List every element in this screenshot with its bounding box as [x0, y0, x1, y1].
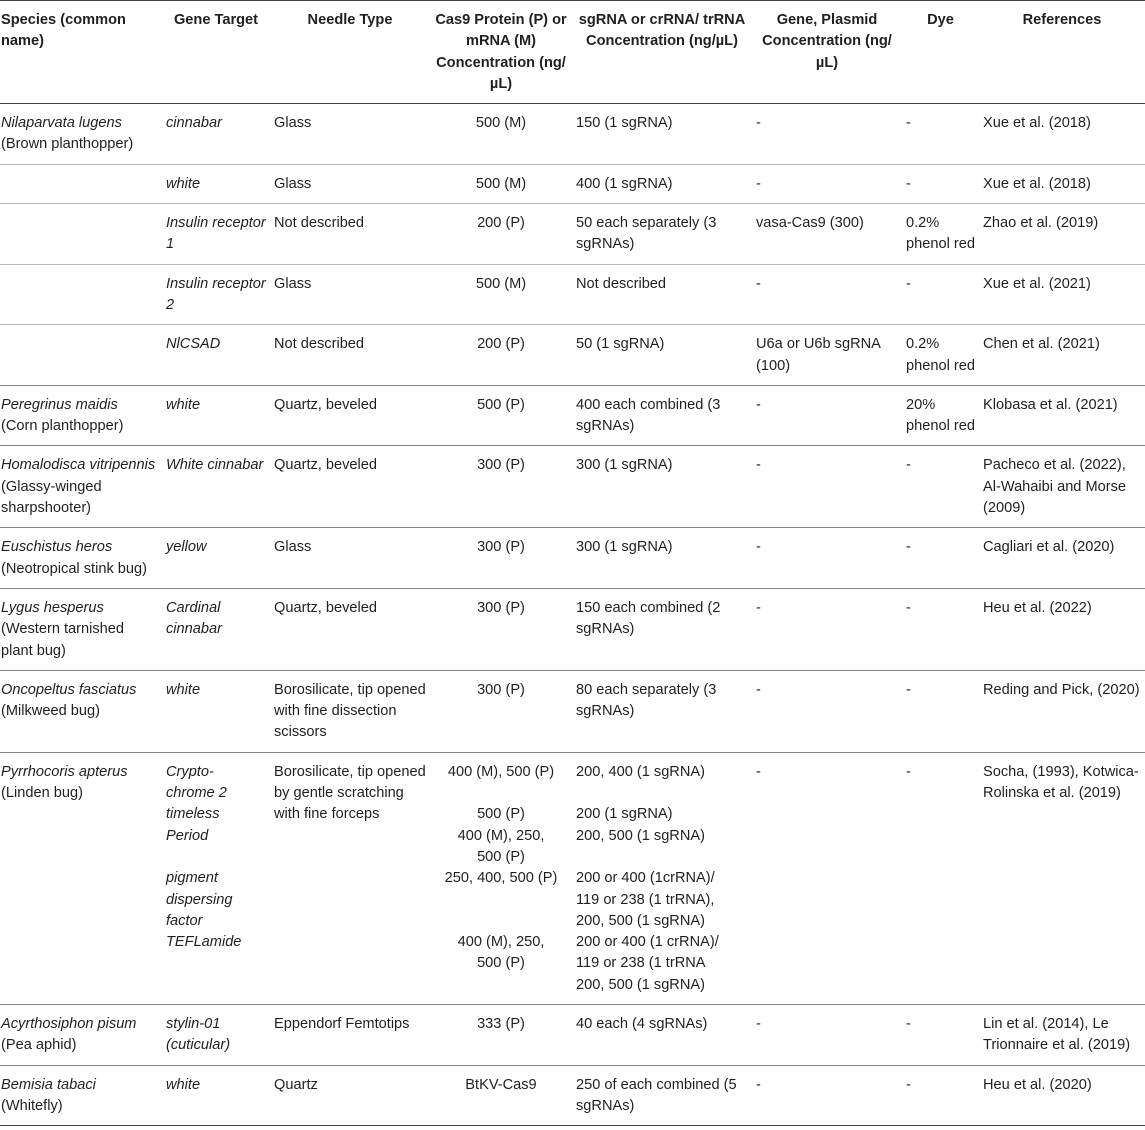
dye-cell: [902, 752, 979, 1004]
sgrna-concentration: Not described: [576, 275, 667, 292]
gene-target-line: Crypto-: [166, 763, 214, 780]
needle-type: Borosilicate, tip opened with fine dissection scissors: [274, 681, 426, 741]
species-cell: [0, 446, 162, 528]
table-row: [0, 1004, 1145, 1065]
references-cell: [979, 528, 1145, 589]
plasmid-cell: [752, 446, 902, 528]
sgrna-line: 119 or 238 (1 trRNA),: [576, 891, 715, 908]
needle-type-cell: [270, 104, 430, 165]
sgrna-line: 200 (1 sgRNA): [576, 806, 673, 823]
sgrna-cell: [572, 104, 752, 165]
species-latin-name: Euschistus heros: [1, 539, 113, 556]
species-common-name: (Western tarnished plant bug): [1, 621, 125, 659]
references-cell: [979, 104, 1145, 165]
plasmid-concentration: -: [756, 1076, 761, 1093]
sgrna-cell: [572, 264, 752, 325]
needle-type-cell: [270, 588, 430, 670]
cas9-cell: [430, 752, 572, 1004]
dye: -: [906, 1076, 911, 1093]
gene-target-cell: [162, 164, 270, 203]
references: Heu et al. (2022): [983, 599, 1092, 616]
plasmid-concentration: -: [756, 763, 761, 780]
needle-type: Not described: [274, 215, 365, 232]
sgrna-concentration: 250 of each combined (5 sgRNAs): [576, 1076, 737, 1114]
cas9-concentration: 200 (P): [477, 215, 525, 232]
needle-type-cell: [270, 325, 430, 386]
dye-cell: [902, 670, 979, 752]
species-cell: [0, 752, 162, 1004]
gene-target-line: factor: [166, 912, 203, 929]
gene-target-cell: [162, 528, 270, 589]
line-gap: [434, 890, 568, 911]
plasmid-cell: [752, 164, 902, 203]
cas9-line: 500 (P): [477, 806, 525, 823]
gene-target: white: [166, 681, 201, 698]
plasmid-cell: [752, 204, 902, 265]
gene-target-cell: [162, 204, 270, 265]
dye-cell: [902, 325, 979, 386]
species-common-name: (Glassy-winged sharpshooter): [1, 478, 102, 517]
plasmid-cell: [752, 1004, 902, 1065]
cas9-cell: [430, 670, 572, 752]
table-row: [0, 264, 1145, 325]
table-row: [0, 670, 1145, 752]
references: Zhao et al. (2019): [983, 215, 1099, 232]
cas9-cell: [430, 1004, 572, 1065]
plasmid-concentration: U6a or U6b sgRNA (100): [756, 336, 881, 374]
species-cell: [0, 325, 162, 386]
dye-cell: [902, 1004, 979, 1065]
sgrna-cell: [572, 1004, 752, 1065]
cas9-cell: [430, 325, 572, 386]
gene-target-line: chrome 2: [166, 785, 227, 802]
sgrna-concentration: 150 (1 sgRNA): [576, 115, 673, 132]
plasmid-cell: [752, 264, 902, 325]
needle-type-cell: [270, 164, 430, 203]
cas9-line: 250, 400, 500 (P): [444, 870, 558, 887]
references-cell: [979, 446, 1145, 528]
gene-target: Cardinal cinnabar: [166, 599, 222, 638]
plasmid-concentration: vasa-Cas9 (300): [756, 215, 864, 232]
cas9-cell: [430, 528, 572, 589]
species-cell: [0, 164, 162, 203]
sgrna-cell: [572, 164, 752, 203]
dye: -: [906, 599, 911, 616]
gene-target-line: TEFLamide: [166, 934, 242, 951]
references: Xue et al. (2018): [983, 115, 1091, 132]
gene-target-cell: [162, 446, 270, 528]
plasmid-cell: [752, 104, 902, 165]
gene-target: white: [166, 1076, 201, 1093]
cas9-cell: [430, 204, 572, 265]
cas9-line: 400 (M), 250,: [457, 827, 545, 844]
plasmid-cell: [752, 385, 902, 446]
plasmid-concentration: -: [756, 175, 761, 192]
dye: -: [906, 681, 911, 698]
species-common-name: (Pea aphid): [1, 1037, 77, 1054]
needle-type: Glass: [274, 539, 312, 556]
references: Klobasa et al. (2021): [983, 396, 1118, 413]
sgrna-cell: [572, 670, 752, 752]
species-latin-name: Lygus hesperus: [1, 599, 104, 616]
cas9-concentration: 300 (P): [477, 539, 525, 556]
cas9-cell: [430, 264, 572, 325]
sgrna-line: 200, 500 (1 sgRNA): [576, 912, 705, 929]
species-latin-name: Nilaparvata lugens: [1, 115, 122, 132]
gene-target: stylin-01 (cuticular): [166, 1015, 231, 1054]
dye-cell: [902, 264, 979, 325]
references: Reding and Pick, (2020): [983, 681, 1140, 698]
sgrna-cell: [572, 204, 752, 265]
references: Cagliari et al. (2020): [983, 539, 1115, 556]
sgrna-concentration: 50 (1 sgRNA): [576, 336, 665, 353]
plasmid-concentration: -: [756, 1015, 761, 1032]
sgrna-line: 200 or 400 (1crRNA)/: [576, 870, 715, 887]
plasmid-concentration: -: [756, 681, 761, 698]
references: Xue et al. (2021): [983, 275, 1091, 292]
gene-target-cell: [162, 1065, 270, 1126]
header-needle-type: Needle Type: [307, 12, 393, 28]
gene-target-cell: [162, 1004, 270, 1065]
species-cell: [0, 385, 162, 446]
plasmid-cell: [752, 325, 902, 386]
cas9-concentration: 300 (P): [477, 599, 525, 616]
references: Socha, (1993), Kotwica-Rolinska et al. (2019): [983, 763, 1139, 802]
sgrna-cell: [572, 385, 752, 446]
dye-cell: [902, 588, 979, 670]
gene-target-cell: [162, 670, 270, 752]
table-row: [0, 385, 1145, 446]
references-cell: [979, 752, 1145, 1004]
cas9-concentration: 200 (P): [477, 336, 525, 353]
sgrna-cell: [572, 528, 752, 589]
dye: 0.2% phenol red: [906, 215, 975, 253]
sgrna-concentration: 80 each separately (3 sgRNAs): [576, 681, 717, 720]
gene-target: NlCSAD: [166, 336, 221, 353]
plasmid-concentration: -: [756, 539, 761, 556]
sgrna-concentration: 400 (1 sgRNA): [576, 175, 673, 192]
needle-type: Not described: [274, 336, 365, 353]
references: Heu et al. (2020): [983, 1076, 1092, 1093]
species-common-name: (Corn planthopper): [1, 418, 124, 435]
references: Chen et al. (2021): [983, 336, 1100, 353]
sgrna-concentration: 150 each combined (2 sgRNAs): [576, 599, 721, 638]
gene-target-line: Period: [166, 827, 209, 844]
references-cell: [979, 325, 1145, 386]
dye-cell: [902, 104, 979, 165]
needle-type: Glass: [274, 275, 312, 292]
references-cell: [979, 1065, 1145, 1126]
gene-target-line: dispersing: [166, 891, 233, 908]
header-gene-target: Gene Target: [173, 12, 259, 28]
line-gap: [576, 847, 748, 868]
references-cell: [979, 588, 1145, 670]
cas9-cell: [430, 164, 572, 203]
cas9-line: 500 (P): [477, 955, 525, 972]
sgrna-line: 200 or 400 (1 crRNA)/: [576, 934, 719, 951]
cas9-cell: [430, 588, 572, 670]
table-row: [0, 325, 1145, 386]
header-row: [0, 1, 1145, 104]
table-row: [0, 1065, 1145, 1126]
needle-type-cell: [270, 670, 430, 752]
table-row: [0, 528, 1145, 589]
references: Lin et al. (2014), Le Trionnaire et al. (2019): [983, 1015, 1131, 1054]
gene-target-line: timeless: [166, 806, 220, 823]
dye-cell: [902, 164, 979, 203]
gene-target: White cinnabar: [166, 457, 264, 474]
gene-target: Insulin receptor 2: [166, 275, 266, 313]
plasmid-cell: [752, 670, 902, 752]
cas9-concentration: 500 (M): [475, 115, 527, 132]
species-latin-name: Bemisia tabaci: [1, 1076, 96, 1093]
species-cell: [0, 1065, 162, 1126]
cas9-line: 400 (M), 250,: [457, 934, 545, 951]
header-dye: Dye: [927, 12, 954, 28]
needle-type: Eppendorf Femtotips: [274, 1015, 410, 1032]
table-row: [0, 588, 1145, 670]
gene-target: Insulin receptor 1: [166, 215, 266, 253]
references: Xue et al. (2018): [983, 175, 1091, 192]
sgrna-line: 200, 400 (1 sgRNA): [576, 763, 705, 780]
dye: -: [906, 115, 911, 132]
header-cas9-concentration: Cas9 Protein (P) or mRNA (M) Concentration (ng/µL): [435, 12, 567, 92]
cas9-concentration: 333 (P): [477, 1015, 525, 1032]
dye-cell: [902, 204, 979, 265]
gene-target-line: pigment: [166, 870, 218, 887]
needle-type: Quartz, beveled: [274, 396, 378, 413]
cas9-concentration: BtKV-Cas9: [465, 1076, 537, 1093]
species-cell: [0, 204, 162, 265]
line-gap: [166, 847, 266, 868]
cas9-cell: [430, 104, 572, 165]
sgrna-cell: [572, 1065, 752, 1126]
line-gap: [576, 783, 748, 804]
gene-target: white: [166, 175, 201, 192]
plasmid-concentration: -: [756, 275, 761, 292]
gene-target-cell: [162, 588, 270, 670]
sgrna-concentration: 300 (1 sgRNA): [576, 539, 673, 556]
species-cell: [0, 670, 162, 752]
plasmid-cell: [752, 528, 902, 589]
dye: -: [906, 457, 911, 474]
plasmid-cell: [752, 1065, 902, 1126]
species-common-name: (Linden bug): [1, 785, 83, 802]
cas9-concentration: 500 (P): [477, 396, 525, 413]
plasmid-concentration: -: [756, 599, 761, 616]
needle-type: Glass: [274, 115, 312, 132]
sgrna-concentration: 400 each combined (3 sgRNAs): [576, 396, 721, 435]
gene-target: white: [166, 396, 201, 413]
sgrna-concentration: 50 each separately (3 sgRNAs): [576, 215, 717, 253]
gene-target-cell: [162, 752, 270, 1004]
table-body: [0, 104, 1145, 1126]
table-row: [0, 204, 1145, 265]
cas9-line: 500 (P): [477, 848, 525, 865]
needle-type-cell: [270, 1004, 430, 1065]
sgrna-line: 200, 500 (1 sgRNA): [576, 976, 705, 993]
table-row: [0, 164, 1145, 203]
species-latin-name: Peregrinus maidis: [1, 396, 118, 413]
needle-type: Quartz, beveled: [274, 599, 378, 616]
dye-cell: [902, 1065, 979, 1126]
species-common-name: (Whitefly): [1, 1097, 63, 1114]
plasmid-cell: [752, 588, 902, 670]
references-cell: [979, 670, 1145, 752]
sgrna-line: 119 or 238 (1 trRNA: [576, 955, 706, 972]
references-cell: [979, 164, 1145, 203]
gene-target: cinnabar: [166, 115, 222, 132]
needle-type: Glass: [274, 175, 312, 192]
dye: -: [906, 763, 911, 780]
sgrna-cell: [572, 446, 752, 528]
sgrna-cell: [572, 752, 752, 1004]
dye: -: [906, 275, 911, 292]
cas9-concentration: 500 (M): [475, 275, 527, 292]
species-latin-name: Acyrthosiphon pisum: [1, 1015, 137, 1032]
dye-cell: [902, 528, 979, 589]
cas9-concentration: 300 (P): [477, 681, 525, 698]
sgrna-cell: [572, 588, 752, 670]
needle-type: Quartz, beveled: [274, 457, 378, 474]
header-sgrna-concentration: sgRNA or crRNA/ trRNA Concentration (ng/µL): [578, 12, 746, 50]
header-plasmid-concentration: Gene, Plasmid Concentration (ng/µL): [762, 12, 892, 71]
dye: -: [906, 1015, 911, 1032]
species-cell: [0, 588, 162, 670]
needle-type-cell: [270, 385, 430, 446]
dye-cell: [902, 446, 979, 528]
header-references: References: [1022, 12, 1102, 28]
needle-type-cell: [270, 264, 430, 325]
header-species: Species (common name): [1, 12, 126, 50]
species-common-name: (Milkweed bug): [1, 703, 100, 720]
table-row: [0, 446, 1145, 528]
needle-type-cell: [270, 1065, 430, 1126]
sgrna-concentration: 300 (1 sgRNA): [576, 457, 673, 474]
species-cell: [0, 528, 162, 589]
cas9-cell: [430, 385, 572, 446]
needle-type: Quartz: [274, 1076, 318, 1093]
gene-target: yellow: [166, 539, 207, 556]
references-cell: [979, 385, 1145, 446]
line-gap: [434, 783, 568, 804]
cas9-cell: [430, 1065, 572, 1126]
gene-target-cell: [162, 385, 270, 446]
species-cell: [0, 264, 162, 325]
sgrna-line: 200, 500 (1 sgRNA): [576, 827, 705, 844]
gene-target-cell: [162, 104, 270, 165]
sgrna-cell: [572, 325, 752, 386]
species-common-name: (Brown planthopper): [1, 136, 134, 153]
needle-type: Borosilicate, tip opened by gentle scratching with fine forceps: [274, 763, 426, 823]
needle-type-cell: [270, 204, 430, 265]
cas9-concentration: 500 (M): [475, 175, 527, 192]
sgrna-concentration: 40 each (4 sgRNAs): [576, 1015, 708, 1032]
cas9-cell: [430, 446, 572, 528]
species-cell: [0, 104, 162, 165]
plasmid-concentration: -: [756, 115, 761, 132]
line-gap: [434, 911, 568, 932]
plasmid-concentration: -: [756, 457, 761, 474]
plasmid-concentration: -: [756, 396, 761, 413]
plasmid-cell: [752, 752, 902, 1004]
needle-type-cell: [270, 446, 430, 528]
cas9-line: 400 (M), 500 (P): [447, 763, 555, 780]
dye: -: [906, 175, 911, 192]
dye: -: [906, 539, 911, 556]
needle-type-cell: [270, 528, 430, 589]
dye: 0.2% phenol red: [906, 336, 975, 374]
species-common-name: (Neotropical stink bug): [1, 560, 148, 577]
species-latin-name: Pyrrhocoris apterus: [1, 763, 128, 780]
table-row: [0, 752, 1145, 1004]
table-row: [0, 104, 1145, 165]
references-cell: [979, 204, 1145, 265]
gene-target-cell: [162, 264, 270, 325]
dye-cell: [902, 385, 979, 446]
cas9-concentration: 300 (P): [477, 457, 525, 474]
references-cell: [979, 1004, 1145, 1065]
references: Pacheco et al. (2022), Al-Wahaibi and Morse (2009): [983, 457, 1127, 517]
gene-target-cell: [162, 325, 270, 386]
needle-type-cell: [270, 752, 430, 1004]
species-cell: [0, 1004, 162, 1065]
species-latin-name: Homalodisca vitripennis: [1, 457, 156, 474]
dye: 20% phenol red: [906, 396, 975, 435]
references-cell: [979, 264, 1145, 325]
species-latin-name: Oncopeltus fasciatus: [1, 681, 137, 698]
